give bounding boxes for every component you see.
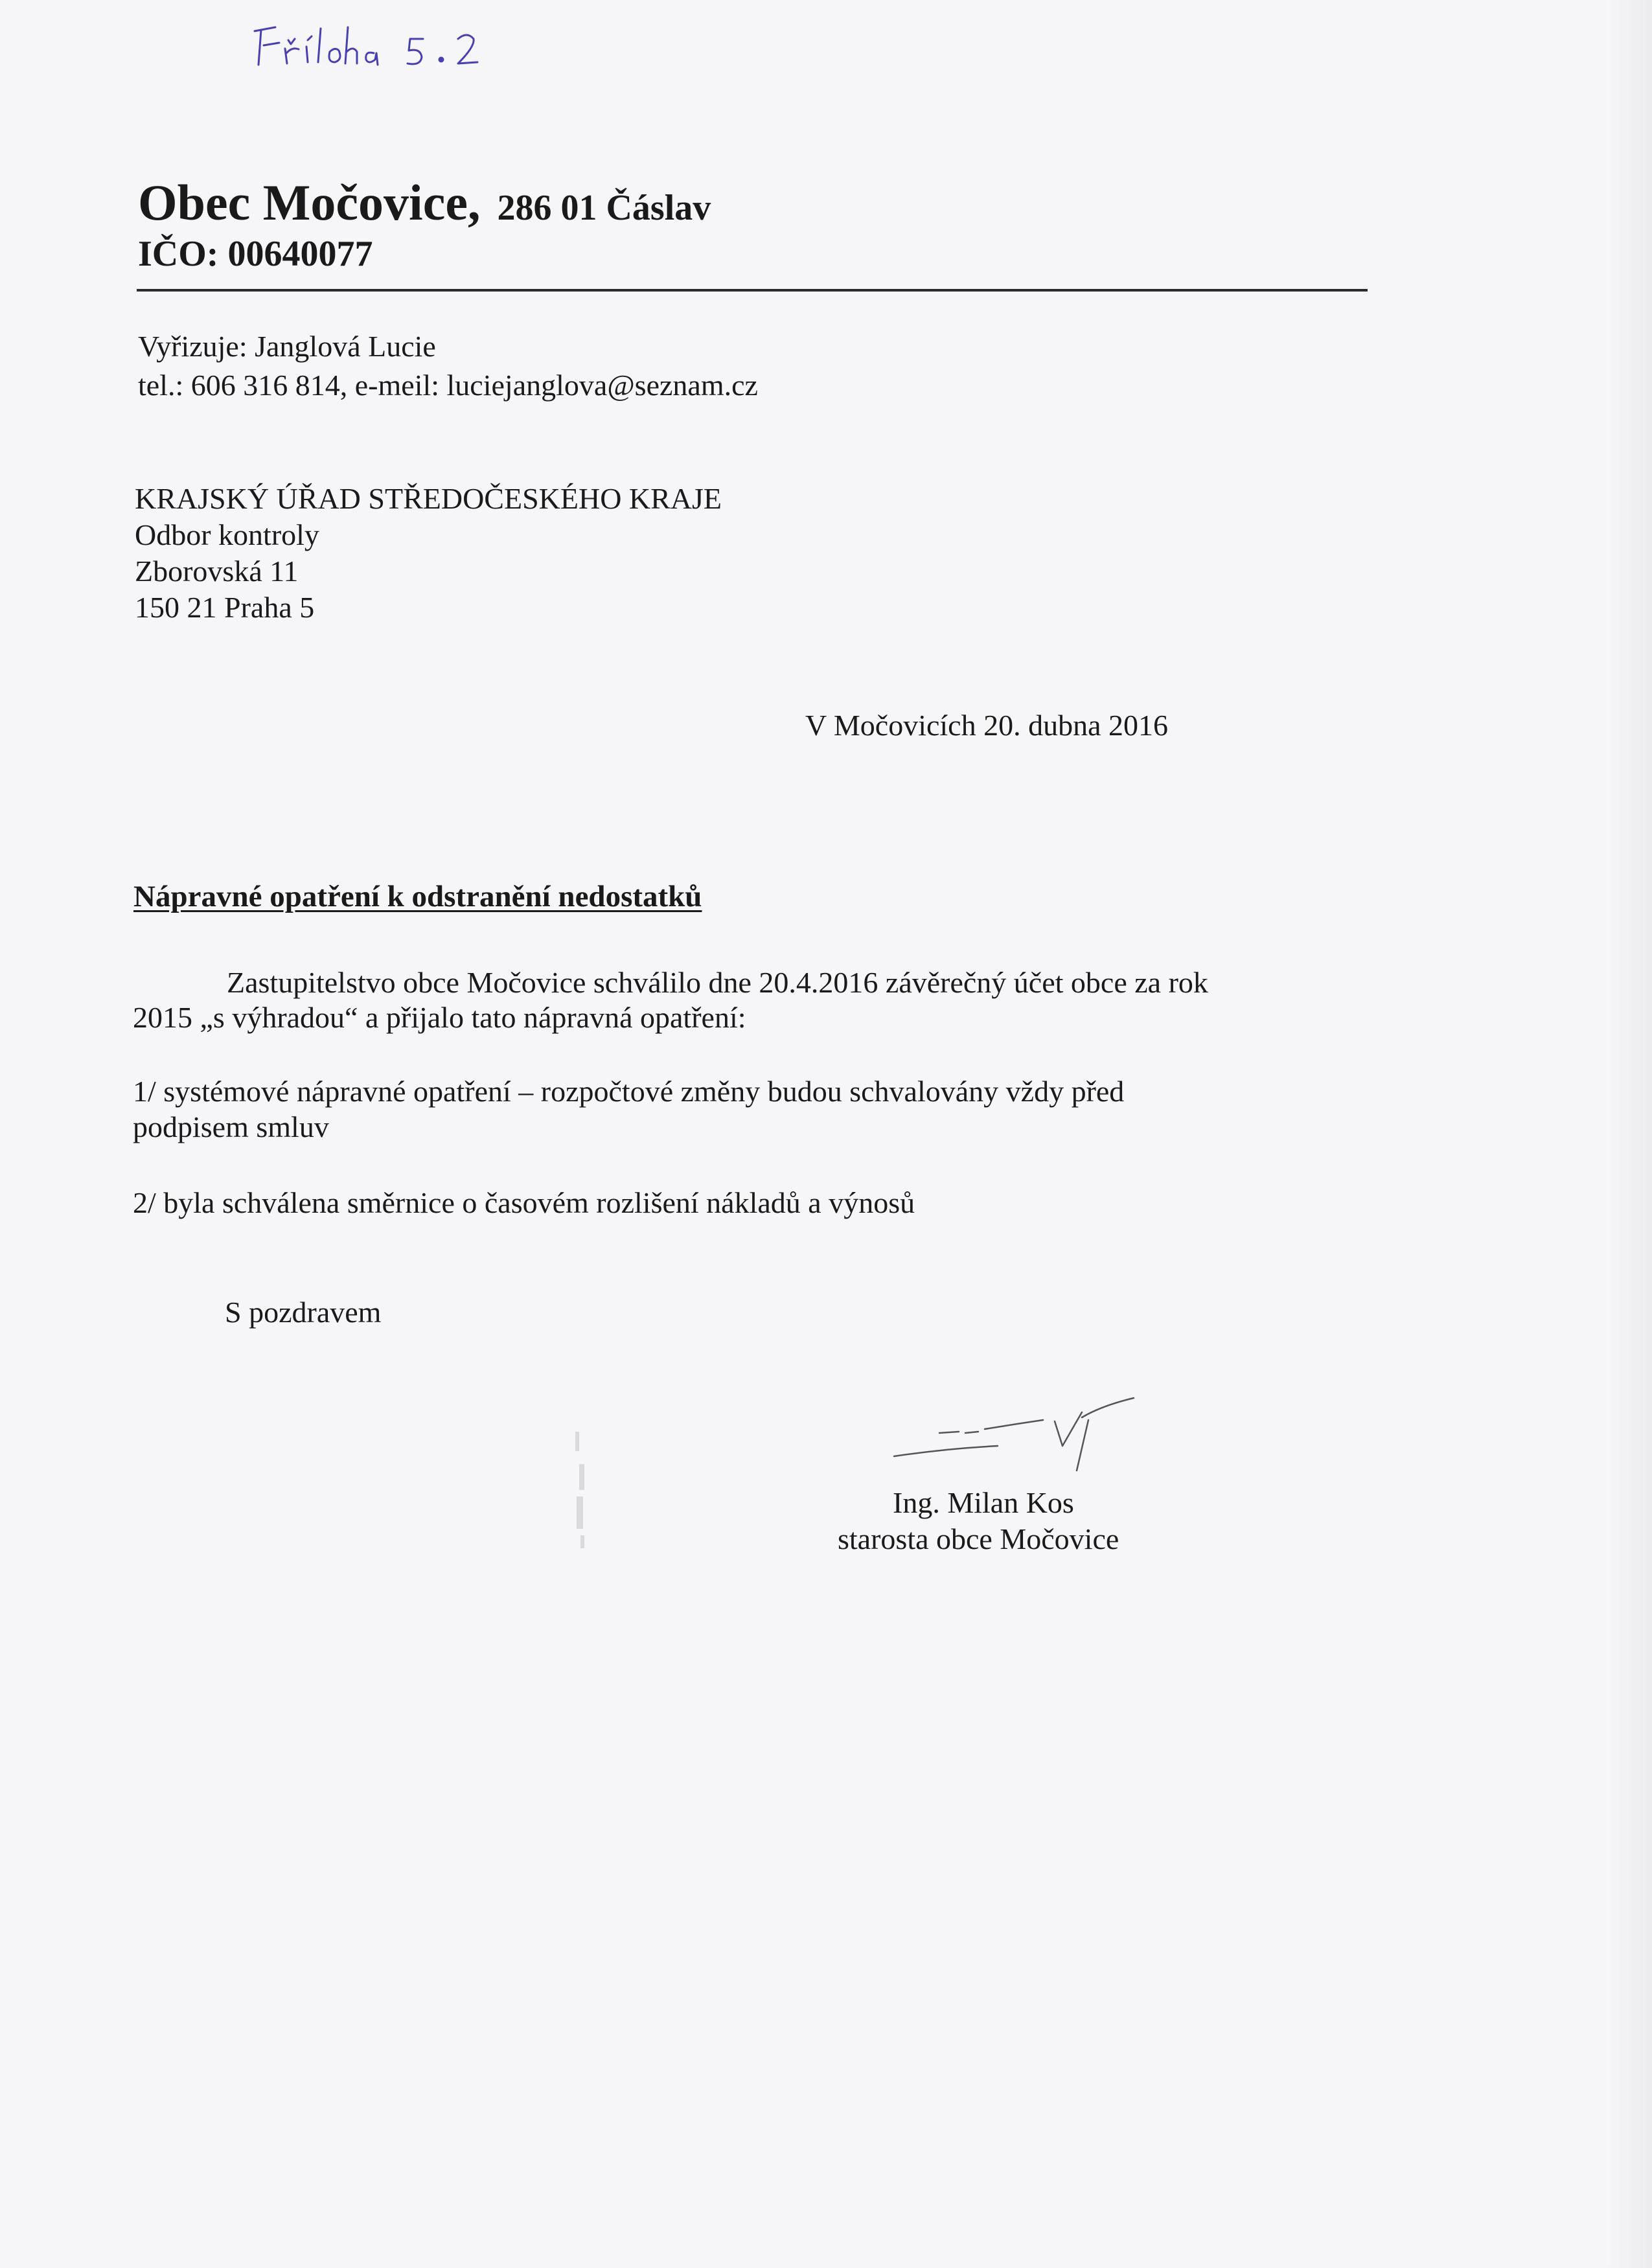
measure-1-line-2: podpisem smluv <box>133 1110 329 1143</box>
signer-name: Ing. Milan Kos <box>893 1486 1074 1519</box>
municipality-name: Obec Močovice, <box>138 174 481 231</box>
scan-edge <box>1607 0 1652 2268</box>
measure-1-line-1: 1/ systémové nápravné opatření – rozpočtové změny budou schvalovány vždy před <box>133 1075 1125 1108</box>
recipient-city: 150 21 Praha 5 <box>135 591 315 624</box>
contact-person: Vyřizuje: Janglová Lucie <box>138 330 436 363</box>
letter-subject: Nápravné opatření k odstranění nedostatků <box>133 880 702 913</box>
measure-2: 2/ byla schválena směrnice o časovém rozlišení nákladů a výnosů <box>133 1186 915 1219</box>
contact-phone-email: tel.: 606 316 814, e-meil: luciejanglova@seznam.cz <box>138 369 758 402</box>
letter-date: V Močovicích 20. dubna 2016 <box>805 709 1169 742</box>
recipient-street: Zborovská 11 <box>135 555 299 588</box>
handwritten-annotation <box>249 19 534 71</box>
recipient-office: KRAJSKÝ ÚŘAD STŘEDOČESKÉHO KRAJE <box>135 482 722 515</box>
municipality-ico: IČO: 00640077 <box>138 234 373 274</box>
signer-title: starosta obce Močovice <box>838 1522 1119 1555</box>
municipality-header <box>138 174 711 232</box>
body-paragraph-line-2: 2015 „s výhradou“ a přijalo tato nápravná opatření: <box>133 1001 746 1034</box>
header-divider <box>137 289 1368 292</box>
closing-greeting: S pozdravem <box>225 1296 382 1329</box>
scan-smudge <box>564 1425 602 1555</box>
handwritten-signature <box>888 1386 1147 1483</box>
municipality-postal-city: 286 01 Čáslav <box>497 188 711 228</box>
recipient-department: Odbor kontroly <box>135 518 319 551</box>
body-paragraph-line-1: Zastupitelstvo obce Močovice schválilo dne 20.4.2016 závěrečný účet obce za rok <box>227 966 1208 999</box>
